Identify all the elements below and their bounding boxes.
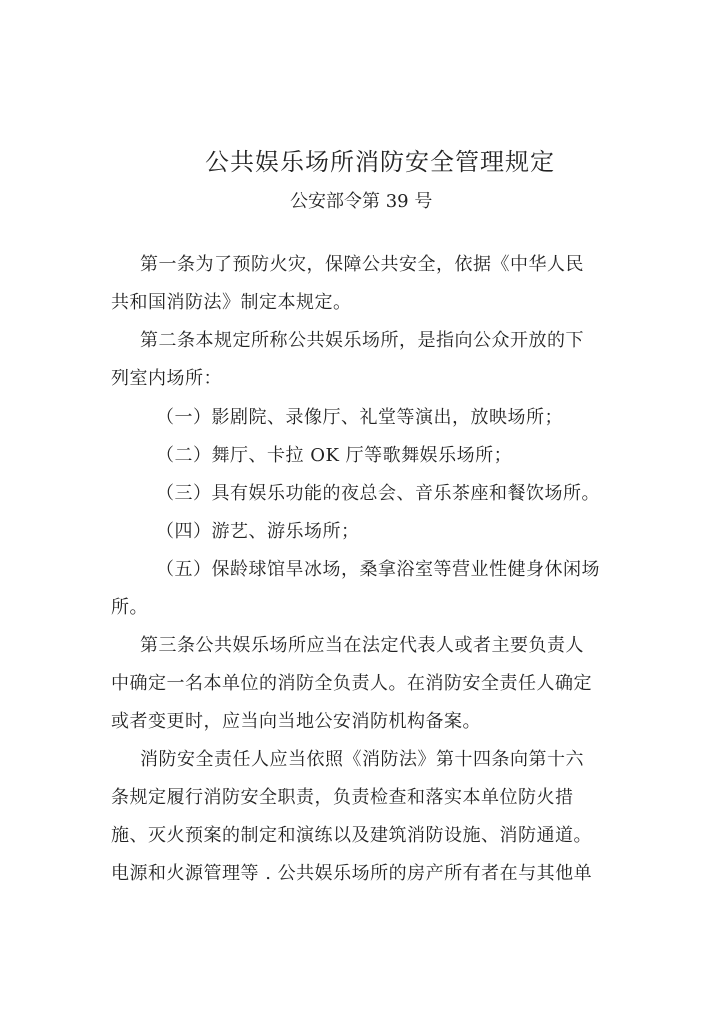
- paragraph-line: 所。: [111, 597, 148, 618]
- paragraph-line: 第二条本规定所称公共娱乐场所，是指向公众开放的下: [140, 330, 584, 351]
- paragraph-line: 第三条公共娱乐场所应当在法定代表人或者主要负责人: [140, 635, 584, 656]
- list-item: （二）舞厅、卡拉 OK 厅等歌舞娱乐场所；: [156, 445, 513, 466]
- paragraph-line: 电源和火源管理等 . 公共娱乐场所的房产所有者在与其他单: [111, 863, 593, 884]
- paragraph-line: 或者变更时，应当向当地公安消防机构备案。: [111, 711, 481, 732]
- paragraph-line: 列室内场所：: [111, 368, 222, 389]
- paragraph-line: 消防安全责任人应当依照《消防法》第十四条向第十六: [140, 749, 584, 770]
- document-subtitle: 公安部令第 39 号: [290, 191, 433, 212]
- list-item: （五）保龄球馆旱冰场，桑拿浴室等营业性健身休闲场: [156, 559, 600, 580]
- list-item: （四）游艺、游乐场所；: [156, 521, 360, 542]
- document-title: 公共娱乐场所消防安全管理规定: [205, 148, 555, 176]
- paragraph-line: 第一条为了预防火灾，保障公共安全，依据《中华人民: [140, 254, 584, 275]
- paragraph-line: 条规定履行消防安全职责，负责检查和落实本单位防火措: [111, 787, 574, 808]
- list-item: （一）影剧院、录像厅、礼堂等演出，放映场所；: [156, 407, 563, 428]
- paragraph-line: 中确定一名本单位的消防全负责人。在消防安全责任人确定: [111, 673, 592, 694]
- paragraph-line: 共和国消防法》制定本规定。: [111, 292, 352, 313]
- list-item: （三）具有娱乐功能的夜总会、音乐茶座和餐饮场所。: [156, 483, 600, 504]
- paragraph-line: 施、灭火预案的制定和演练以及建筑消防设施、消防通道。: [111, 825, 592, 846]
